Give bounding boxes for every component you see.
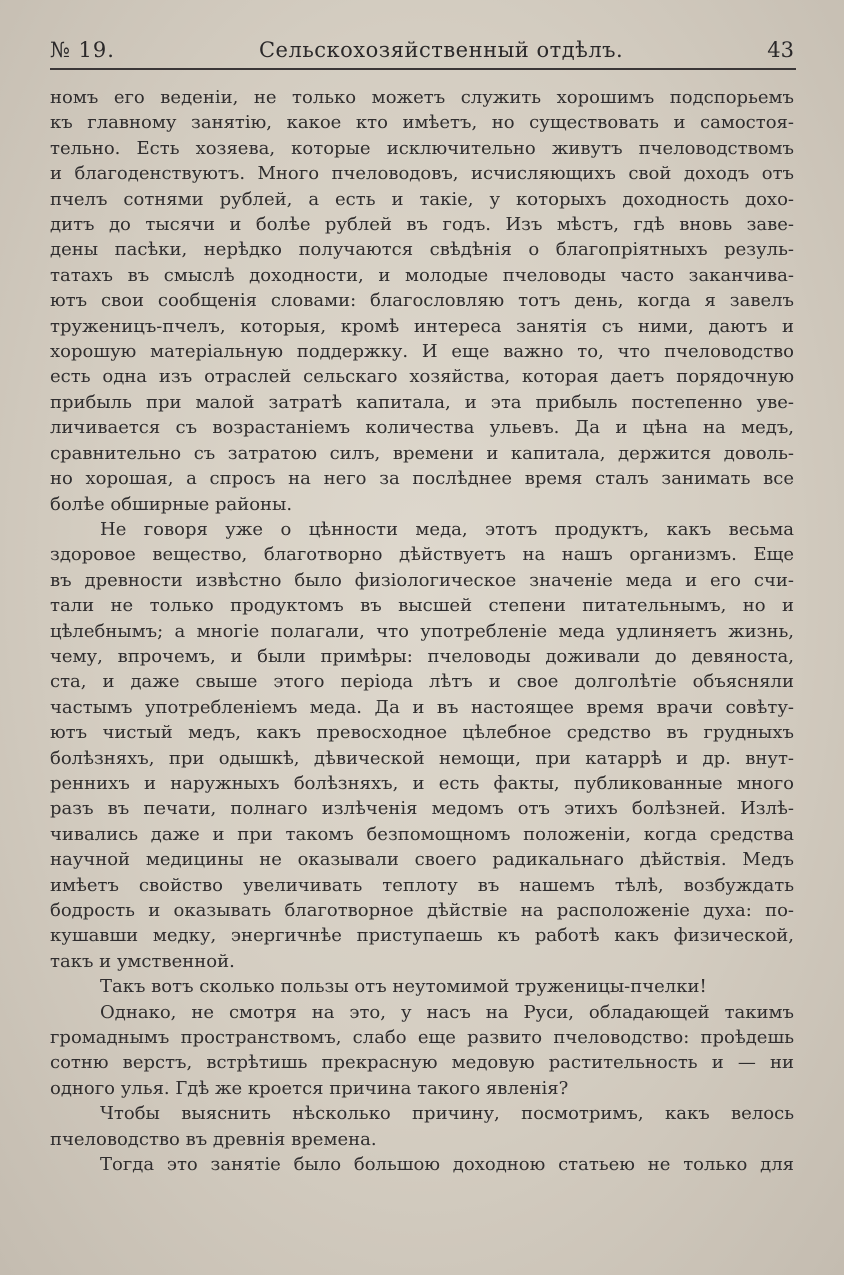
text-line: хорошую матеріальную поддержку. И еще важно то, что пчеловодство <box>50 341 794 363</box>
text-line: здоровое вещество, благотворно дѣйствуетъ на нашъ организмъ. Еще <box>50 544 794 566</box>
issue-number: № 19. <box>50 38 115 62</box>
text-line: къ главному занятію, какое кто имѣетъ, но существовать и самостоя- <box>50 112 794 134</box>
text-line: прибыль при малой затратѣ капитала, и эта прибыль постепенно уве- <box>50 391 794 413</box>
text-line: номъ его веденіи, не только можетъ служить хорошимъ подспорьемъ <box>50 87 794 108</box>
section-title: Сельскохозяйственный отдѣлъ. <box>258 38 624 62</box>
text-line: татахъ въ смыслѣ доходности, и молодые пчеловоды часто заканчива- <box>50 264 794 286</box>
text-line: дены пасѣки, нерѣдко получаются свѣдѣнія о благопріятныхъ резуль- <box>50 239 794 261</box>
text-line: Чтобы выяснить нѣсколько причину, посмотримъ, какъ велось <box>100 1103 794 1125</box>
text-line: Однако, не смотря на это, у насъ на Руси, обладающей такимъ <box>100 1001 794 1023</box>
text-line: кушавши медку, энергичнѣе приступаешь къ работѣ какъ физической, <box>50 925 794 947</box>
text-line: дитъ до тысячи и болѣе рублей въ годъ. Изъ мѣстъ, гдѣ вновь заве- <box>50 214 794 236</box>
text-line: реннихъ и наружныхъ болѣзняхъ, и есть факты, публикованные много <box>50 772 794 794</box>
text-line: болѣзняхъ, при одышкѣ, дѣвической немощи, при катаррѣ и др. внут- <box>50 747 794 769</box>
text-line: тали не только продуктомъ въ высшей степени питательнымъ, но и <box>50 595 794 617</box>
text-line: научной медицины не оказывали своего радикальнаго дѣйствія. Медъ <box>50 849 794 871</box>
text-line: Тогда это занятіе было большою доходною статьею не только для <box>100 1154 794 1176</box>
text-line: но хорошая, а спросъ на него за послѣднее время сталъ занимать все <box>50 468 794 490</box>
text-line: и благоденствуютъ. Много пчеловодовъ, исчисляющихъ свой доходъ отъ <box>50 163 794 185</box>
text-line: ютъ чистый медъ, какъ превосходное цѣлебное средство въ грудныхъ <box>50 722 794 744</box>
text-line: сотню верстъ, встрѣтишь прекрасную медовую растительность и — ни <box>50 1052 794 1074</box>
text-line: ста, и даже свыше этого періода лѣтъ и свое долголѣтіе объясняли <box>50 671 794 693</box>
text-line: имѣетъ свойство увеличивать теплоту въ нашемъ тѣлѣ, возбуждать <box>50 874 794 896</box>
text-line: чивались даже и при такомъ безпомощномъ положеніи, когда средства <box>50 823 794 845</box>
text-line: Не говоря уже о цѣнности меда, этотъ продуктъ, какъ весьма <box>100 518 794 540</box>
header-rule <box>50 68 796 70</box>
text-line: личивается съ возрастаніемъ количества ульевъ. Да и цѣна на медъ, <box>50 417 794 439</box>
text-line: Такъ вотъ сколько пользы отъ неутомимой труженицы-пчелки! <box>100 976 707 998</box>
text-line: есть одна изъ отраслей сельскаго хозяйства, которая даетъ порядочную <box>50 366 794 388</box>
text-line: тельно. Есть хозяева, которые исключительно живутъ пчеловодствомъ <box>50 137 794 159</box>
text-line: бодрость и оказывать благотворное дѣйствіе на расположеніе духа: по- <box>50 900 794 921</box>
text-line: ютъ свои сообщенія словами: благословляю тотъ день, когда я завелъ <box>50 290 794 312</box>
text-line: чему, впрочемъ, и были примѣры: пчеловоды доживали до девяноста, <box>50 645 794 667</box>
text-line: цѣлебнымъ; а многіе полагали, что употребленіе меда удлиняетъ жизнь, <box>50 620 794 642</box>
text-line: пчеловодство въ древнія времена. <box>50 1128 377 1150</box>
page-number: 43 <box>767 38 794 62</box>
text-line: въ древности извѣстно было физіологическое значеніе меда и его счи- <box>50 569 794 591</box>
text-line: сравнительно съ затратою силъ, времени и капитала, держится доволь- <box>50 442 794 464</box>
body-text <box>50 85 794 1177</box>
running-header <box>50 38 794 68</box>
text-line: громаднымъ пространствомъ, слабо еще развито пчеловодство: проѣдешь <box>50 1027 794 1049</box>
text-line: такъ и умственной. <box>50 950 235 972</box>
text-line: разъ въ печати, полнаго излѣченія медомъ отъ этихъ болѣзней. Излѣ- <box>50 798 794 820</box>
text-line: пчелъ сотнями рублей, а есть и такіе, у которыхъ доходность дохо- <box>50 188 794 210</box>
text-line: частымъ употребленіемъ меда. Да и въ настоящее время врачи совѣту- <box>50 696 794 718</box>
text-line: труженицъ-пчелъ, которыя, кромѣ интереса занятія съ ними, даютъ и <box>50 315 794 337</box>
text-line: болѣе обширные районы. <box>50 493 293 515</box>
text-line: одного улья. Гдѣ же кроется причина такого явленія? <box>50 1077 569 1099</box>
